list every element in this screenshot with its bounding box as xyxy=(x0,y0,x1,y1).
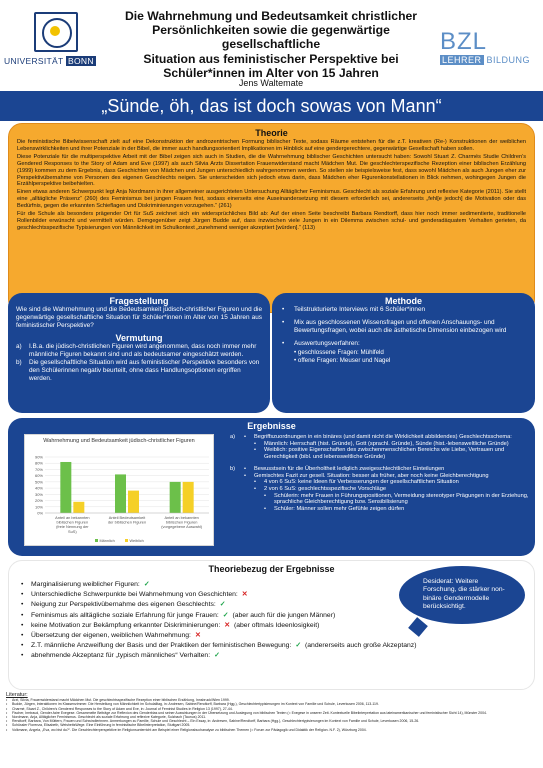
theoriebezug-item xyxy=(21,641,526,651)
title-line: Persönlichkeiten sowie die gegenwärtige gesellschaftliche xyxy=(152,23,390,52)
ergebnisse-line xyxy=(244,506,530,513)
checkmark-icon: ✓ xyxy=(143,581,150,588)
ergebnisse-line-text: Schüler: Männer sollen mehr Gefühle zeigen dürfen xyxy=(274,506,405,513)
ergebnisse-a xyxy=(230,434,530,461)
ergebnisse-line xyxy=(244,473,530,480)
bullet-icon: • xyxy=(6,706,8,711)
legend-swatch xyxy=(125,539,128,542)
literatur-section xyxy=(6,693,538,732)
ergebnisse-line-text: Bewusstsein für die Überholtheit lediglich zweigeschlechtlicher Einteilungen xyxy=(254,465,445,472)
methode-heading: Methode xyxy=(385,296,422,306)
bullet-icon: • xyxy=(21,591,24,599)
title-line: Situation aus feministischer Perspektive bei xyxy=(143,51,399,66)
vermutung-list xyxy=(8,343,270,383)
bullet-icon: • xyxy=(21,621,24,629)
ergebnisse-line-text: Gemischtes Fazit zur gesell. Situation: besser als früher, aber noch keine Gleichberechtigung xyxy=(254,472,489,479)
theorie-paragraph: Für die Schule als besonders prägender Ort für SuS zeichnet sich ein widersprüchliches Bild ab: Auf der einen Seite beschreibt Barbara Rendtorff, dass hier noch immer sedimentierte, traditionelle Rollenbilder erwünscht und vermittelt würden. Demgegenüber zeigt Jürgen Budde auf, dass inzwischen viele Jungen in ein Dilemma zwischen schul- und genderadäquatem Verhalten gerieten, da geschlechtsspezifische Typisierungen von Männlichkeit im Schulkontext „zunehmend weniger akzeptiert [würden].“ (113) xyxy=(17,211,526,231)
theoriebezug-text: Z.T. männliche Anzweiflung der Basis und der Praktiken der feministischen Bewegung: xyxy=(31,642,292,650)
chart-title: Wahrnehmung und Bedeutsamkeit jüdisch-christlicher Figuren xyxy=(43,438,195,444)
y-tick-label: 70% xyxy=(34,466,43,472)
bullet-icon: • xyxy=(254,479,256,486)
theoriebezug-heading: Theoriebezug der Ergebnisse xyxy=(208,564,335,574)
chart-canvas xyxy=(25,435,215,547)
ergebnisse-line xyxy=(244,447,530,460)
poster-title xyxy=(112,9,430,80)
y-tick-label: 90% xyxy=(34,454,43,460)
list-marker: a) xyxy=(230,434,236,440)
university-bonn-logo xyxy=(4,12,112,70)
legend-label: Männlich xyxy=(99,538,115,543)
methode-item xyxy=(282,319,525,335)
cross-icon: ✕ xyxy=(194,632,201,640)
fragestellung-section xyxy=(8,293,270,413)
list-marker: b) xyxy=(230,465,236,472)
literatur-text: Arzt, Silvia, Frauenwiderstand macht Mädchen Mut. Die geschlechtsspezifische Rezeption einer biblischen Erzählung, Innsbruck/Wien 1999. xyxy=(12,698,230,703)
x-tick-label: biblischen Figuren xyxy=(165,519,198,525)
methode-text: Mix aus geschlossenen Wissensfragen und offenen Anschauungs- und Bewertungsfragen, wobei auch die ästhetische Dimension einbezogen wird xyxy=(294,319,507,334)
bullet-icon: • xyxy=(6,719,8,724)
methode-text: Auswertungsverfahren: xyxy=(294,340,360,347)
theoriebezug-text: keine Motivation zur Bekämpfung erkannter Diskriminierungen: xyxy=(31,621,221,629)
vermutung-item xyxy=(16,343,262,359)
desiderat-bubble: Desiderat: Weitere Forschung, die stärker non-binäre Gendermodelle berücksichtigt. xyxy=(398,565,526,625)
vermutung-text: I.B.a. die jüdisch-christlichen Figuren wird angenommen, dass noch immer mehr männliche Figuren bekannt sind und als bedeutsamer eingeschätzt werden. xyxy=(29,343,257,358)
bullet-icon: • xyxy=(21,611,24,619)
ergebnisse-text xyxy=(230,434,530,513)
bullet-icon: • xyxy=(254,485,256,492)
literatur-text: Volkmann, Angela, „Eva, wo bist du?“. Die Geschlechterperspektive im Religionsunterricht am Beispiel einer Religionsbuchanalyse zu biblischen Themen (= Forum zur Pädagogik und Didaktik der Religion. N.F. 2), Würzburg 2004. xyxy=(12,727,367,732)
bullet-icon: • xyxy=(6,723,8,728)
ergebnisse-line xyxy=(244,441,530,448)
chart-bar xyxy=(60,462,71,513)
y-tick-label: 30% xyxy=(34,491,43,497)
bzl-logo-text: BZL xyxy=(440,28,488,55)
x-tick-label: (freie Nennung der xyxy=(56,524,89,530)
title-line: Die Wahrnehmung und Bedeutsamkeit christlicher xyxy=(124,9,418,23)
literatur-text: Fischer, Irmtraud, Gender-faire Exegese. Gesammelte Beiträge zur Reflexion des Genderbias und seiner Auswirkungen in der Übersetzung und Auslegung von biblischen Texten (= Exegese in unserer Zeit. Kontextuelle Bibelinterpretation aus lateinamerikanischer und feministischer Sicht 14), Münster 2004. xyxy=(12,710,487,715)
ergebnisse-line xyxy=(244,493,530,506)
bzl-logo-subtitle xyxy=(440,55,530,65)
theoriebezug-note: (aber auch für die jungen Männer) xyxy=(232,611,336,619)
results-chart xyxy=(24,434,214,546)
header xyxy=(0,0,543,88)
university-logo-bonn: BONN xyxy=(68,56,94,66)
chart-bar xyxy=(183,482,194,513)
bullet-icon: • xyxy=(254,447,256,454)
bullet-icon: • xyxy=(21,642,24,650)
checkmark-icon: ✓ xyxy=(214,652,220,660)
theorie-heading: Theorie xyxy=(255,128,288,138)
methode-list xyxy=(272,306,535,348)
bullet-icon: • xyxy=(6,710,8,715)
theoriebezug-note: (aber oftmals Ideenlosigkeit) xyxy=(233,621,320,629)
bzl-sub-b: BILDUNG xyxy=(486,55,531,65)
x-tick-label: Anteil an bekannten xyxy=(55,515,90,520)
literatur-entry xyxy=(6,728,538,732)
bzl-logo xyxy=(440,28,540,72)
theoriebezug-note: (andererseits auch große Akzeptanz) xyxy=(305,642,417,650)
vermutung-item xyxy=(16,359,262,383)
methode-section xyxy=(272,293,535,413)
bullet-icon: • xyxy=(264,492,266,499)
literatur-text: Schüssler Fiorenza, Elisabeth, WeisheitsWege. Eine Einführung in feministische Bibelinterpretation, Stuttgart 2005. xyxy=(12,723,191,728)
bullet-icon: • xyxy=(21,652,24,660)
theorie-paragraph: Die feministische Bibelwissenschaft zielt auf eine Dekonstruktion der androzentrischen Formung biblischer Texte, sodass Räume entstehen für die z.T. kreativen (Re-) Konstruktionen der weiblichen Lebenswirklichkeiten und ihrer Potenziale in der Bibel, die immer auch handlungsorientiert Implikationen im Hinblick auf eine gendergerechtere, gegenwärtige Gesellschaft haben sollen. xyxy=(17,139,526,152)
list-marker: a) xyxy=(16,343,22,350)
x-tick-label: biblischen Figuren xyxy=(56,519,89,525)
methode-text: Teilstrukturierte Interviews mit 6 Schüler*innen xyxy=(294,306,426,313)
bullet-icon: • xyxy=(21,601,24,609)
y-tick-label: 10% xyxy=(34,504,43,510)
x-tick-label: Anteil an bekannten xyxy=(164,515,199,520)
ergebnisse-b xyxy=(230,466,530,513)
ergebnisse-line-text: Schülerin: mehr Frauen in Führungspositionen, Vermeidung stereotyper Prägungen in der Erziehung, sprachliche Gleichberechtigung bzw. Sensibilisierung xyxy=(274,492,529,506)
x-tick-label: Anteil Bedeutsamkeit xyxy=(108,515,146,520)
literatur-text: Budde, Jürgen, Interaktionen im Klassenzimmer. Die Herstellung von Männlichkeit im Schulalltag, in: Andresen, Sabine/Rendtorff, Barbara (Hgg.), Geschlechtertypisierungen im Kontext von Familie und Schule, Leverkusen 2006, 113-119. xyxy=(12,702,379,707)
literatur-heading: Literatur: xyxy=(6,692,28,698)
cross-icon: ✕ xyxy=(224,621,230,629)
y-tick-label: 80% xyxy=(34,460,43,466)
methode-subitem: • offene Fragen: Meuser und Nagel xyxy=(294,357,535,365)
vermutung-text: Die gesellschaftliche Situation wird aus feministischer Perspektive besonders von den Schülerinnen negativ beurteilt, ohne dass Handlungsoptionen ergriffen werden. xyxy=(29,359,260,382)
theorie-paragraph: Diese Potenziale für die multiperspektive Arbeit mit der Bibel zeigen sich auch in Studien, die die Wahrnehmung biblischer Geschichten untersucht haben: Sowohl Stuart Z. Charmés Studie Children’s Gendered Responses to the Story of Adam and Eve (1997) als auch Silvia Arzts Dissertation Frauenwiderstand macht Mädchen Mut. Die geschlechterspezifische Rezeption einer biblischen Erzählung (1999) kommen zu dem Ergebnis, dass Geschichten von Mädchen und Jungen unterschiedlich wahrgenommen werden. So stellen sie beispielsweise fest, dass sowohl Mädchen als auch Jungen eher zur Perspektivübernahme von Personen des eigenen Geschlechts neigen. Sie unterscheiden sich jedoch etwa darin, dass Mädchen eher Figurenkonstellationen in Blick nehmen, wohingegen Jungen die Erzählperspektive beibehielten. xyxy=(17,153,526,188)
theoriebezug-text: Unterschiedliche Schwerpunkte bei Wahrnehmung von Geschichten: xyxy=(31,591,238,599)
bullet-icon: • xyxy=(282,319,285,326)
bullet-icon: • xyxy=(21,632,24,640)
bullet-icon: • xyxy=(282,340,285,347)
ergebnisse-line-text: Weiblich: positive Eigenschaften des zwischenmenschlichen Bereichs wie Liebe, Vertrauen und Gerechtigkeit (bibl. und lebensweltliche Gründe) xyxy=(264,447,505,461)
methode-subitem: • geschlossene Fragen: Mühlfeld xyxy=(294,349,535,357)
theoriebezug-text: Übersetzung der eigenen, weiblichen Wahrnehmung: xyxy=(31,632,191,640)
theoriebezug-item xyxy=(21,631,526,641)
ergebnisse-a-lines xyxy=(244,434,530,461)
quote-banner: „Sünde, öh, das ist doch sowas von Mann“ xyxy=(0,91,543,121)
ergebnisse-heading: Ergebnisse xyxy=(247,421,296,431)
bullet-icon: • xyxy=(21,581,24,588)
y-tick-label: 60% xyxy=(34,473,43,479)
theorie-section xyxy=(8,123,535,313)
theorie-paragraph: Einen etwas anderen Schwerpunkt legt Anja Nordmann in ihrer allgemeiner ausgerichteten Untersuchung Alltäglicher Feminismus. Geschlecht als soziale Erfahrung und reflexive Kategorie (2011). Sie stellt eine „alltägliche Präsenz“ (260) des Feminismus bei jungen Frauen fest, sodass einerseits eine Auseinandersetzung mit diesem erforderlich sei, andererseits „fehl[e jedoch] die Motivation oder das Bedürfnis, gegen die erkannten Schieflagen und Diskriminierungen vorzugehen.“ (261) xyxy=(17,189,526,210)
ergebnisse-line xyxy=(244,479,530,486)
bullet-icon: • xyxy=(264,506,266,513)
methode-item xyxy=(282,340,525,348)
literatur-text: Charmé, Stuart Z., Children’s Gendered Responses to the Story of Adam and Eve, in: Journal of Feminist Studies in Religion 13 (1997), 27-44. xyxy=(12,706,233,711)
ergebnisse-line-text: Begriffszuordnungen in ein binäres (und damit nicht die Wirklichkeit abbildendes) Geschlechtsschema: xyxy=(254,434,512,440)
y-tick-label: 40% xyxy=(34,485,43,491)
bullet-icon: • xyxy=(6,702,8,707)
legend-swatch xyxy=(95,539,98,542)
university-seal-icon xyxy=(34,12,78,52)
literatur-text: Nordmann, Anja, Alltäglicher Feminismus. Geschlecht als soziale Erfahrung und reflexive Kategorie, Sulzbach (Taunus) 2011. xyxy=(12,715,207,720)
checkmark-icon: ✓ xyxy=(222,611,229,619)
ergebnisse-line xyxy=(244,486,530,493)
list-marker: b) xyxy=(16,359,22,366)
legend-label: Weiblich xyxy=(129,538,144,543)
theoriebezug-item xyxy=(21,651,526,661)
theoriebezug-text: abnehmende Akzeptanz für „typisch männliches“ Verhalten: xyxy=(31,652,211,660)
author: Jens Waltemate xyxy=(238,78,304,88)
bullet-icon: • xyxy=(6,715,8,720)
ergebnisse-line-text: 2 von 6 SuS: geschlechtsspezifische Vorschläge xyxy=(264,485,387,492)
university-logo-text xyxy=(4,56,112,66)
x-tick-label: der biblischen Figuren xyxy=(107,519,147,525)
bullet-icon: • xyxy=(6,727,8,732)
ergebnisse-line-text: Männlich: Herrschaft (hist. Gründe), Gott (sprachl. Gründe), Sünde (hist.-lebensweltliche Gründe) xyxy=(264,440,509,447)
methode-sublist xyxy=(272,349,535,365)
fragestellung-text: Wie sind die Wahrnehmung und die Bedeutsamkeit jüdisch-christlicher Figuren und die gegenwärtige gesellschaftliche Situation für Schüler*innen im Alter von 15 Jahren aus feministischer Perspektive? xyxy=(16,306,262,329)
bzl-sub-a: LEHRER xyxy=(442,55,482,65)
chart-bar xyxy=(170,482,181,513)
university-logo-word: UNIVERSITÄT xyxy=(4,56,64,66)
x-tick-label: (vorgegebene Auswahl) xyxy=(161,524,203,530)
theoriebezug-text: Marginalisierung weiblicher Figuren: xyxy=(31,581,140,588)
y-tick-label: 0% xyxy=(37,510,43,516)
ergebnisse-line xyxy=(244,466,530,473)
bullet-icon: • xyxy=(254,440,256,447)
fragestellung-heading: Fragestellung xyxy=(109,296,169,306)
bullet-icon: • xyxy=(244,465,246,472)
literatur-text: Rendtorff, Barbara, Von Müttern, Frauen und Schwindlerinnen. Anmerkungen zu Familie, Schule und Geschlecht – Ein Essay, in: Andresen, Sabine/Rendtorff, Barbara (Hgg.), Geschlechtertypisierungen im Kontext von Familie und Schule, Leverkusen 2006, 15-26. xyxy=(12,719,420,724)
ergebnisse-line-text: 4 von 6 SuS: keine Ideen für Verbesserungen der gesellschaftlichen Situation xyxy=(264,479,459,486)
methode-item xyxy=(282,306,525,314)
checkmark-icon: ✓ xyxy=(219,601,226,609)
vermutung-heading: Vermutung xyxy=(115,333,163,343)
checkmark-icon: ✓ xyxy=(295,642,302,650)
bullet-icon: • xyxy=(244,472,246,479)
chart-bar xyxy=(73,502,84,513)
bullet-icon: • xyxy=(6,698,8,703)
bullet-icon: • xyxy=(282,306,285,313)
theoriebezug-text: Feminismus als alltägliche soziale Erfahrung für junge Frauen: xyxy=(31,611,219,619)
x-tick-label: SuS) xyxy=(68,528,77,534)
literatur-list xyxy=(6,698,538,732)
ergebnisse-b-lines xyxy=(244,466,530,513)
title-line: Schüler*innen im Alter von 15 Jahren xyxy=(163,65,379,80)
cross-icon: ✕ xyxy=(241,591,248,599)
chart-bar xyxy=(128,491,139,513)
y-tick-label: 20% xyxy=(34,498,43,504)
chart-bar xyxy=(115,474,126,513)
theoriebezug-text: Neigung zur Perspektivübernahme des eigenen Geschlechts: xyxy=(31,601,216,609)
bullet-icon: • xyxy=(244,434,246,440)
ergebnisse-line xyxy=(244,434,530,441)
y-tick-label: 50% xyxy=(34,479,43,485)
ergebnisse-section xyxy=(8,418,535,556)
